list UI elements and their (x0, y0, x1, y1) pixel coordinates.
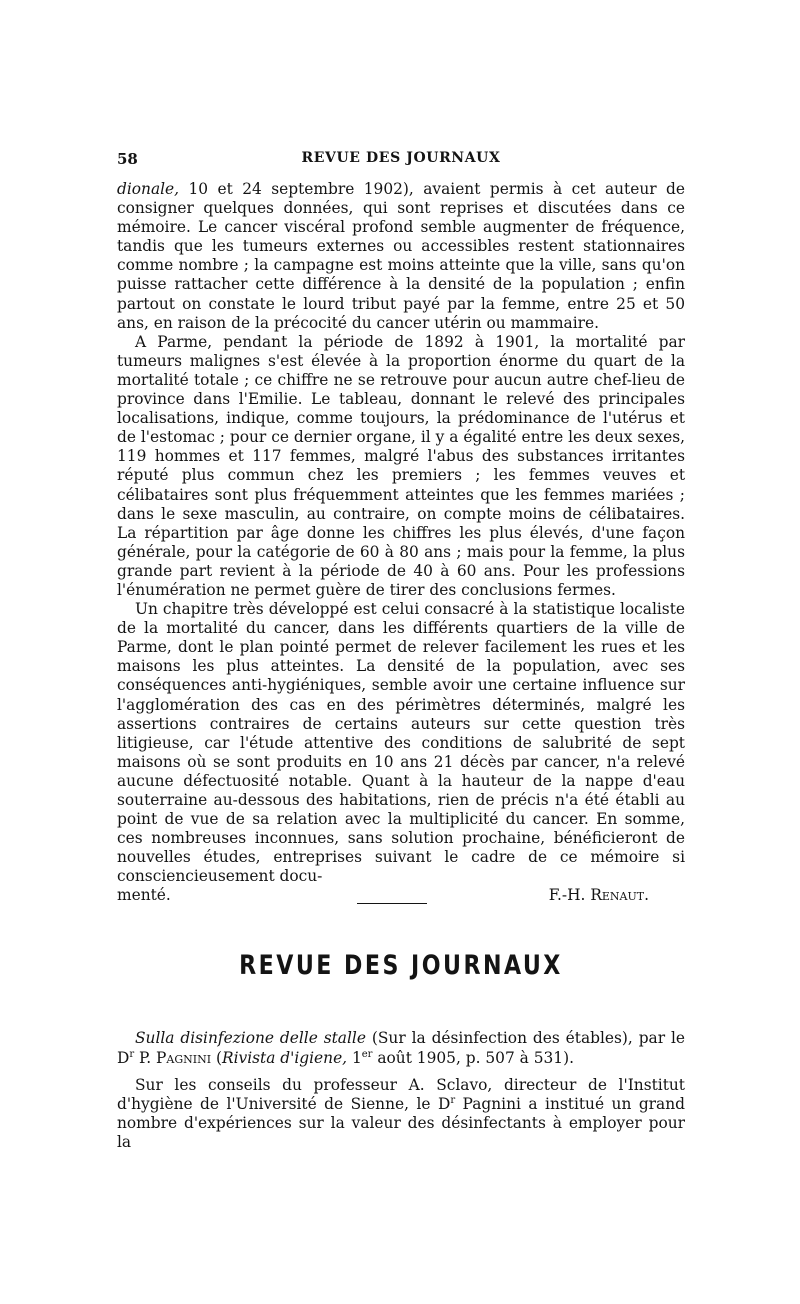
author-prefix-superscript: r (129, 1048, 135, 1060)
source-day: 1 (347, 1048, 362, 1067)
author-name: P. Pagnini (134, 1048, 212, 1067)
paragraph-last-word: menté. (117, 886, 171, 905)
source-details: août 1905, p. 507 à 531). (372, 1048, 574, 1067)
page-number: 58 (117, 150, 138, 168)
signature-row (117, 886, 685, 908)
running-header (117, 148, 685, 172)
doctor-superscript: r (450, 1094, 456, 1106)
paragraph-text: 10 et 24 septembre 1902), avaient permis à cet auteur de consigner quelques données, qui sont reprises et discutées dans ce mémoire. Le cancer viscéral profond semble augmenter de fréquence, tandis que les tumeurs externes ou accessibles restent stationnaires comme nombre ; la campagne est moins atteinte que la ville, sans qu'on puisse rattacher cette différence à la densité de la population ; enfin partout on constate le lourd tribut payé par la femme, entre 25 et 50 ans, en raison de la précocité du cancer utérin ou mammaire. (117, 180, 685, 332)
signature-rule (357, 903, 427, 904)
article-paragraph (117, 180, 685, 333)
entry-title-translation: (Sur la désinfection des étables), par le (365, 1029, 686, 1048)
italic-fragment: dionale, (117, 180, 180, 198)
source-open: ( (211, 1048, 222, 1067)
author-prefix: D (117, 1048, 130, 1067)
author-signature: F.-H. Renaut. (548, 886, 649, 905)
paragraph-text: Sur les conseils du professeur A. Sclavo, directeur de l'Institut d'hygiène de l'Université de Sienne, le D (117, 1075, 685, 1113)
entry-heading (117, 1029, 685, 1067)
entry-title: Sulla disinfezione delle stalle (135, 1029, 366, 1048)
running-title: REVUE DES JOURNAUX (301, 150, 501, 166)
section-title: REVUE DES JOURNAUX (239, 950, 563, 982)
source-journal: Rivista d'igiene, (221, 1048, 348, 1067)
document-page (117, 148, 685, 1152)
source-day-superscript: er (361, 1048, 373, 1060)
paragraph-text: Pagnini a institué un grand nombre d'expériences sur la valeur des désinfectants à employer pour la (117, 1094, 685, 1151)
article-paragraph (117, 1076, 685, 1152)
article-paragraph: A Parme, pendant la période de 1892 à 1901, la mortalité par tumeurs malignes s'est élevée à la proportion énorme du quart de la mortalité totale ; ce chiffre ne se retrouve pour aucun autre chef-lieu de province dans l'Emilie. Le tableau, donnant le relevé des principales localisations, indique, comme toujours, la prédominance de l'utérus et de l'estomac ; pour ce dernier organe, il y a égalité entre les deux sexes, 119 hommes et 117 femmes, malgré l'abus des substances irritantes réputé plus commun chez les premiers ; les femmes veuves et célibataires sont plus fréquemment atteintes que les femmes mariées ; dans le sexe masculin, au contraire, on compte moins de célibataires. La répartition par âge donne les chiffres les plus élevés, d'une façon générale, pour la catégorie de 60 à 80 ans ; mais pour la femme, la plus grande part revient à la période de 40 à 60 ans. Pour les professions l'énumération ne permet guère de tirer des conclusions fermes. (117, 332, 685, 599)
article-paragraph: Un chapitre très développé est celui consacré à la statistique localiste de la mortalité du cancer, dans les différents quartiers de la ville de Parme, dont le plan pointé permet de relever facilement les rues et les maisons les plus atteintes. La densité de la population, avec ses conséquences anti-hygiéniques, semble avoir une certaine influence sur l'agglomération des cas en des périmètres déterminés, malgré les assertions contraires de certains auteurs sur cette question très litigieuse, car l'étude attentive des conditions de salubrité de sept maisons où se sont produits en 10 ans 21 décès par cancer, n'a relevé aucune défectuosité notable. Quant à la hauteur de la nappe d'eau souterraine au-dessous des habitations, rien de précis n'a été établi au point de vue de sa relation avec la multiplicité du cancer. En somme, ces nombreuses inconnues, sans solution prochaine, bénéficieront de nouvelles études, entreprises suivant le cadre de ce mémoire si consciencieusement docu- (117, 600, 685, 886)
